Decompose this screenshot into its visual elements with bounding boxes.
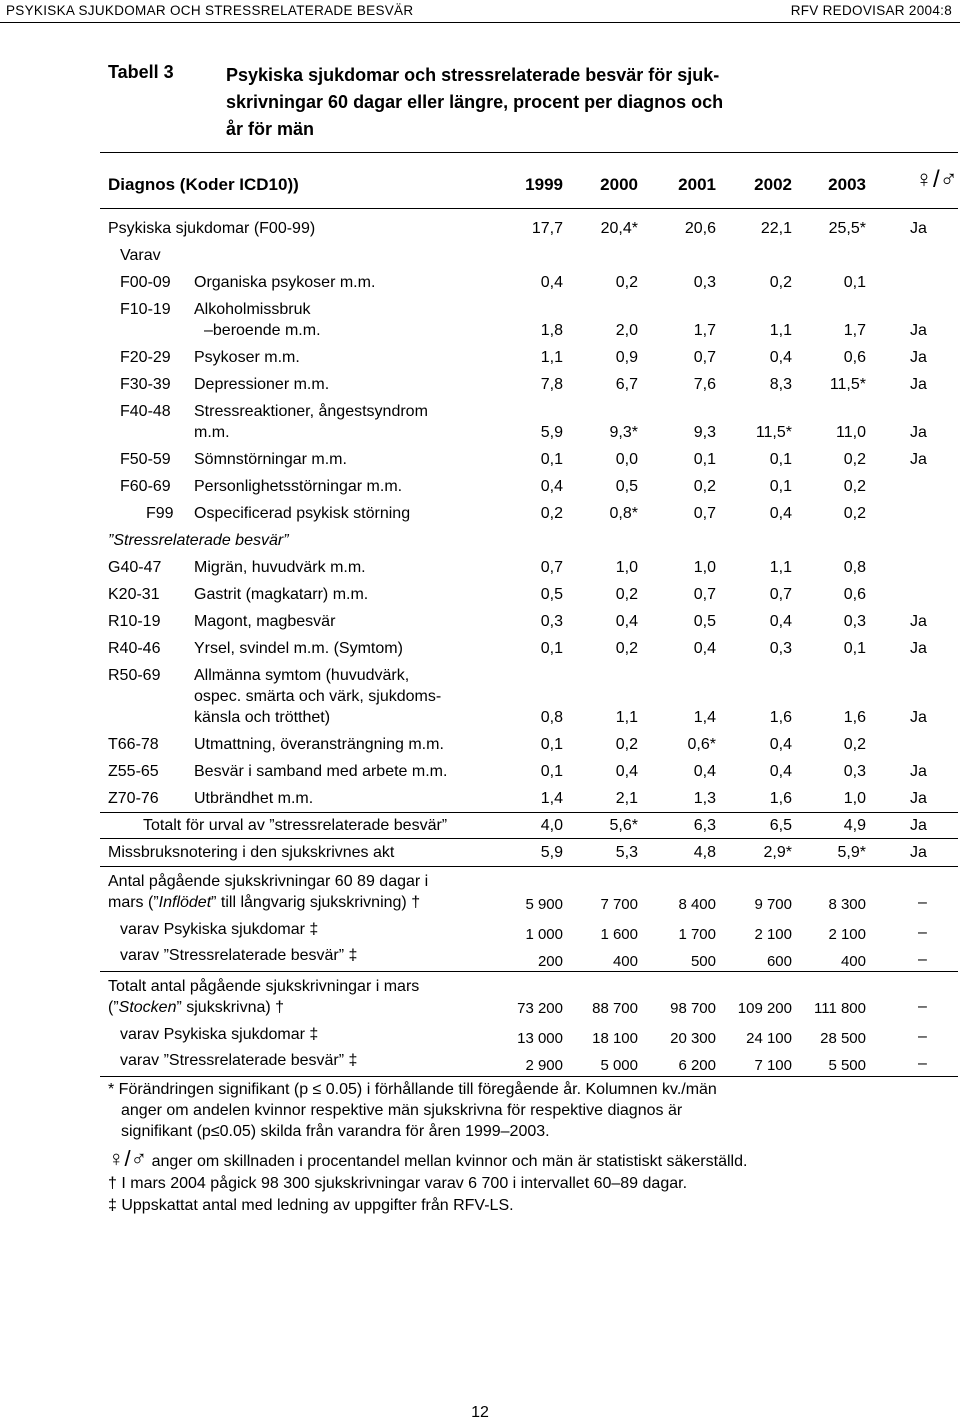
footnote-star-1: * Förändringen signifikant (p ≤ 0.05) i förhållande till föregående år. Kolumnen kv./män [108,1081,717,1098]
row-description: Utbrändhet m.m. [194,790,314,807]
row-label: F40-48 [120,403,171,420]
row-value: 0,2 [843,505,866,522]
count-label: varav Psykiska sjukdomar ‡ [120,921,319,938]
count-value: 1 600 [600,926,638,943]
row-value: 0,4 [540,274,563,291]
count-label: varav ”Stressrelaterade besvär” ‡ [120,947,358,964]
count-value: 500 [690,953,716,970]
count-value: 18 100 [592,1030,638,1047]
row-value: 2,0 [615,322,638,339]
row-value: 0,5 [540,586,563,603]
row-label: F00-09 [120,274,171,291]
count-sex-flag: – [918,1055,927,1072]
row-value: 5,9 [540,424,563,441]
row-value: 0,3 [843,613,866,630]
count-value: 73 200 [517,1000,563,1017]
row-label: Psykiska sjukdomar (F00-99) [108,220,316,237]
row-label: F10-19 [120,301,171,318]
row-value: 17,7 [531,220,563,237]
count-value: 2 100 [828,926,866,943]
row-sex-flag: Ja [910,763,927,780]
row-value: 6,7 [615,376,638,393]
count-label: varav ”Stressrelaterade besvär” ‡ [120,1052,358,1069]
row-value: 6,5 [769,817,792,834]
count-value: 111 800 [814,1000,866,1017]
row-value: 1,4 [540,790,563,807]
count-value: 5 900 [525,896,563,913]
count-label: Antal pågående sjukskrivningar 60 89 dagar i [108,873,429,890]
row-description-cont: känsla och trötthet) [194,709,331,726]
count-value: 8 400 [678,896,716,913]
row-value: 1,0 [843,790,866,807]
row-value: 11,5* [755,424,792,441]
row-sex-flag: Ja [910,349,927,366]
row-description-cont: –beroende m.m. [204,322,321,339]
count-label-cont [108,893,420,912]
row-description: Migrän, huvudvärk m.m. [194,559,366,576]
running-header-left: PSYKISKA SJUKDOMAR OCH STRESSRELATERADE BESVÄR [6,3,414,18]
row-label: R10-19 [108,613,161,630]
count-value: 5 000 [600,1057,638,1074]
row-sex-flag: Ja [910,376,927,393]
count-label-cont [108,998,284,1017]
table-label: Tabell 3 [108,62,174,82]
row-value: 4,9 [843,817,866,834]
row-label: Z70-76 [108,790,159,807]
row-value: 1,1 [769,559,792,576]
count-value: 9 700 [754,896,792,913]
row-value: 0,5 [693,613,716,630]
row-value: 0,4 [769,613,792,630]
count-value: 109 200 [737,1000,792,1017]
row-value: 9,3 [693,424,716,441]
missbruk-value: 5,9 [540,844,563,861]
footnote-double-dagger: ‡ Uppskattat antal med ledning av uppgifter från RFV-LS. [108,1197,514,1214]
row-value: 20,6 [684,220,716,237]
header-year: 2002 [754,175,792,194]
row-value: 0,4 [540,478,563,495]
count-value: 400 [612,953,638,970]
row-value: 0,2 [693,478,716,495]
row-value: 1,0 [615,559,638,576]
count-value: 400 [840,953,866,970]
row-value: 9,3* [609,424,638,441]
row-value: 0,2 [615,736,638,753]
footnote-sex [108,1148,747,1172]
row-value: 0,3 [693,274,716,291]
table-title: Psykiska sjukdomar och stressrelaterade besvär för sjuk- skrivningar 60 dagar eller längre, procent per diagnos och år för män [226,65,724,139]
row-sex-flag: Ja [910,640,927,657]
footnote-star-2: anger om andelen kvinnor respektive män sjukskrivna för respektive diagnos är [121,1102,683,1119]
row-value: 0,1 [540,640,563,657]
missbruk-value: 2,9* [763,844,792,861]
row-value: 1,1 [540,349,563,366]
footnote-dagger: † I mars 2004 pågick 98 300 sjukskrivningar varav 6 700 i intervallet 60–89 dagar. [108,1175,688,1192]
row-label: T66-78 [108,736,159,753]
table-bottom-rule [100,1076,958,1077]
count-value: 20 300 [670,1030,716,1047]
count-value: 88 700 [592,1000,638,1017]
count-value: 2 100 [754,926,792,943]
row-value: 0,3 [843,763,866,780]
count-value: 28 500 [820,1030,866,1047]
count-value: 5 500 [828,1057,866,1074]
row-value: 0,9 [615,349,638,366]
row-label: R50-69 [108,667,161,684]
sex-symbol: ♀/♂ [108,1146,148,1171]
row-value: 22,1 [760,220,792,237]
row-value: 1,7 [693,322,716,339]
row-value: 0,4 [769,736,792,753]
row-value: 0,6 [843,586,866,603]
count-value: 1 700 [678,926,716,943]
row-value: 0,1 [843,640,866,657]
count-sex-flag: – [918,998,927,1015]
header-year: 2003 [828,175,866,194]
row-sex-flag: Ja [910,322,927,339]
row-value: 0,1 [540,736,563,753]
row-value: 0,1 [769,451,792,468]
row-value: 2,1 [615,790,638,807]
row-value: 0,4 [769,763,792,780]
header-rule [0,22,960,23]
count-label-part: Inflödet [158,894,212,911]
missbruk-sex-flag: Ja [910,844,927,861]
count-sex-flag: – [918,894,927,911]
count-value: 600 [766,953,792,970]
count-label: varav Psykiska sjukdomar ‡ [120,1026,319,1043]
row-description-cont: m.m. [194,424,230,441]
row-sex-flag: Ja [910,220,927,237]
count-sex-flag: – [918,924,927,941]
row-value: 1,7 [843,322,866,339]
row-value: 0,3 [540,613,563,630]
row-value: 0,3 [769,640,792,657]
total-rule [100,838,958,839]
running-header-right: RFV REDOVISAR 2004:8 [790,3,952,18]
row-value: 0,4 [615,763,638,780]
count-value: 200 [537,953,563,970]
row-label: F50-59 [120,451,171,468]
row-value: 7,8 [540,376,563,393]
count-label-part: (” [108,999,119,1016]
count-label-part: mars (” [108,894,159,911]
row-value: 20,4* [600,220,638,237]
header-year: 2000 [600,175,638,194]
row-description: Gastrit (magkatarr) m.m. [194,586,369,603]
count-value: 7 100 [754,1057,792,1074]
row-sex-flag: Ja [910,709,927,726]
row-value: 1,6 [769,709,792,726]
row-value: 1,8 [540,322,563,339]
row-value: 0,2 [843,451,866,468]
count-sex-flag: – [918,951,927,968]
row-sex-flag: Ja [910,790,927,807]
count-label-part: Stocken [118,999,177,1016]
row-label: F30-39 [120,376,171,393]
count-sex-flag: – [918,1028,927,1045]
row-description: Besvär i samband med arbete m.m. [194,763,448,780]
row-value: 0,2 [769,274,792,291]
count-value: 24 100 [746,1030,792,1047]
missbruk-value: 5,3 [615,844,638,861]
row-label: Totalt för urval av ”stressrelaterade besvär” [143,817,448,834]
row-sex-flag: Ja [910,817,927,834]
count-label-part: ” sjukskrivna) † [176,999,285,1016]
row-value: 0,7 [769,586,792,603]
row-value: 0,1 [540,451,563,468]
row-sex-flag: Ja [910,424,927,441]
row-value: 0,2 [615,640,638,657]
header-year: 1999 [525,175,563,194]
row-sex-flag: Ja [910,613,927,630]
row-label: F99 [146,505,174,522]
row-value: 0,2 [615,586,638,603]
row-value: 8,3 [769,376,792,393]
row-value: 0,8 [843,559,866,576]
row-value: 0,1 [769,478,792,495]
count-value: 1 000 [525,926,563,943]
row-value: 0,1 [693,451,716,468]
subtotal-rule [100,812,958,813]
row-value: 0,2 [843,478,866,495]
row-label: F60-69 [120,478,171,495]
header-sex-symbol: ♀/♂ [915,166,958,193]
row-value: 0,7 [693,505,716,522]
row-description: Organiska psykoser m.m. [194,274,376,291]
row-label: Z55-65 [108,763,159,780]
row-value: 0,7 [693,349,716,366]
row-description-cont: ospec. smärta och värk, sjukdoms- [194,688,442,705]
row-label: F20-29 [120,349,171,366]
row-value: 0,5 [615,478,638,495]
row-value: 7,6 [693,376,716,393]
row-description: Sömnstörningar m.m. [194,451,347,468]
row-description: Depressioner m.m. [194,376,330,393]
counts-rule [100,971,958,972]
row-value: 1,3 [693,790,716,807]
row-value: 1,6 [843,709,866,726]
row-value: 5,6* [609,817,638,834]
row-value: 4,0 [540,817,563,834]
count-label-part: ” till långvarig sjukskrivning) † [211,894,421,911]
row-value: 0,6* [687,736,716,753]
footnote-star-3: signifikant (p≤0.05) skilda från varandra för åren 1999–2003. [121,1123,550,1140]
row-value: 1,0 [693,559,716,576]
missbruk-rule [100,866,958,867]
row-value: 0,4 [769,505,792,522]
page-number: 12 [471,1404,489,1421]
row-value: 0,7 [540,559,563,576]
missbruk-label: Missbruksnotering i den sjukskrivnes akt [108,844,395,861]
row-value: 25,5* [828,220,866,237]
header-rule [100,208,958,209]
row-label: ”Stressrelaterade besvär” [108,532,289,549]
row-value: 0,2 [615,274,638,291]
row-value: 0,6 [843,349,866,366]
row-value: 0,2 [843,736,866,753]
row-value: 0,2 [540,505,563,522]
count-value: 6 200 [678,1057,716,1074]
row-value: 11,5* [829,376,866,393]
row-sex-flag: Ja [910,451,927,468]
header-diagnosis: Diagnos (Koder ICD10)) [108,175,299,194]
missbruk-value: 4,8 [693,844,716,861]
row-value: 0,4 [693,763,716,780]
count-label: Totalt antal pågående sjukskrivningar i mars [108,978,420,995]
row-label: Varav [120,247,161,264]
row-value: 0,8 [540,709,563,726]
row-value: 0,1 [540,763,563,780]
row-value: 0,1 [843,274,866,291]
table-top-rule [100,152,958,153]
footnote-sex-text: anger om skillnaden i procentandel mellan kvinnor och män är statistiskt säkerställd. [151,1153,748,1170]
row-label: K20-31 [108,586,160,603]
row-description: Ospecificerad psykisk störning [194,505,411,522]
row-description: Psykoser m.m. [194,349,300,366]
row-value: 0,4 [769,349,792,366]
row-value: 6,3 [693,817,716,834]
count-value: 98 700 [670,1000,716,1017]
missbruk-value: 5,9* [837,844,866,861]
row-description: Stressreaktioner, ångestsyndrom [194,403,428,420]
row-value: 1,1 [615,709,638,726]
row-value: 0,4 [693,640,716,657]
row-value: 0,0 [615,451,638,468]
row-value: 1,1 [769,322,792,339]
count-value: 2 900 [525,1057,563,1074]
row-value: 0,8* [609,505,638,522]
row-value: 1,4 [693,709,716,726]
row-value: 11,0 [836,424,866,441]
count-value: 7 700 [600,896,638,913]
count-value: 13 000 [517,1030,563,1047]
row-description: Alkoholmissbruk [194,301,311,318]
row-description: Magont, magbesvär [194,613,336,630]
row-value: 1,6 [769,790,792,807]
row-value: 0,7 [693,586,716,603]
row-label: G40-47 [108,559,162,576]
row-value: 0,4 [615,613,638,630]
row-description: Personlighetsstörningar m.m. [194,478,403,495]
row-description: Utmattning, överansträngning m.m. [194,736,444,753]
count-value: 8 300 [828,896,866,913]
row-description: Yrsel, svindel m.m. (Symtom) [194,640,403,657]
row-label: R40-46 [108,640,161,657]
header-year: 2001 [678,175,716,194]
row-description: Allmänna symtom (huvudvärk, [194,667,410,684]
